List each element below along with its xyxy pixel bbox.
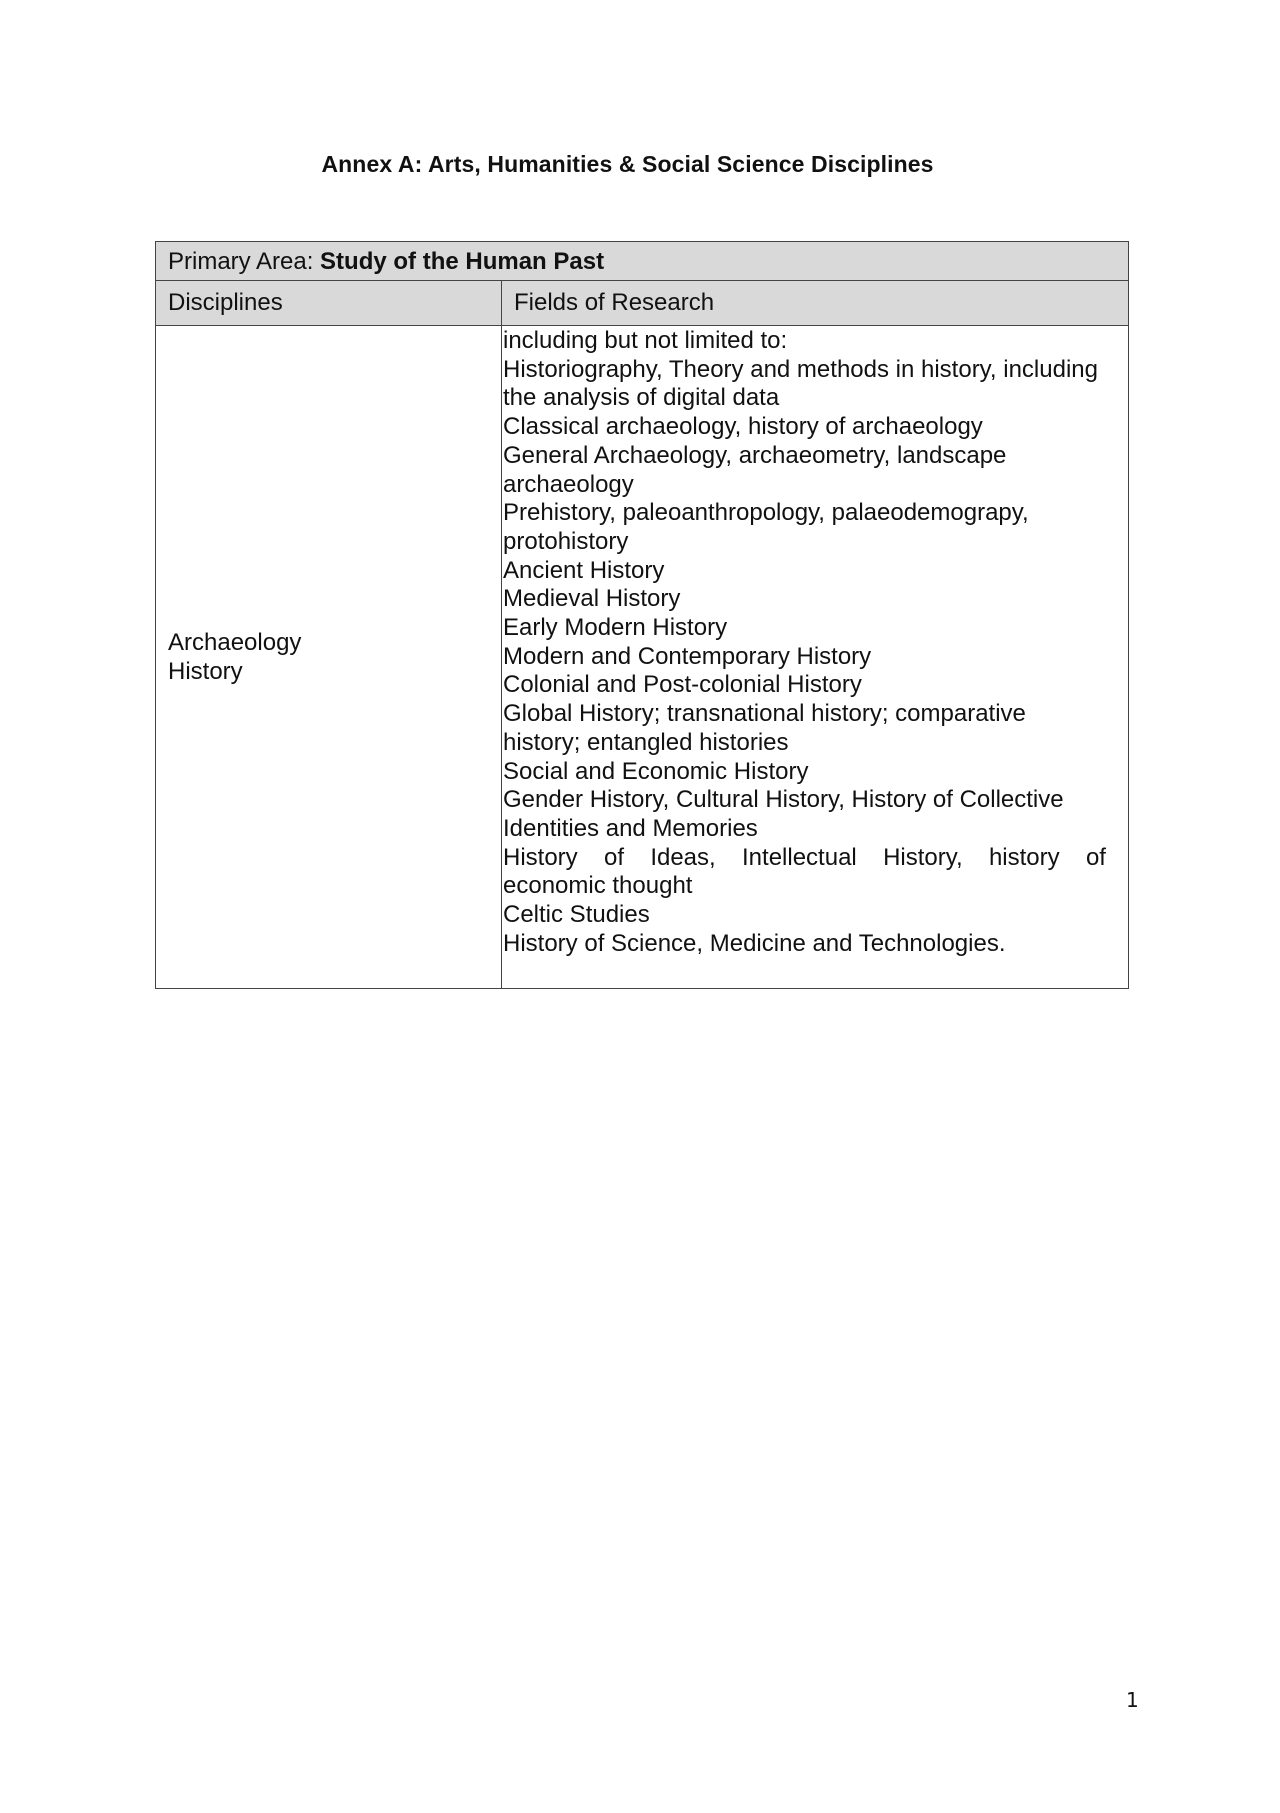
justified-word: History, [883, 843, 963, 871]
field-line: history; entangled histories [503, 728, 789, 756]
fields-header: Fields of Research [502, 281, 1129, 326]
content-row [156, 326, 1129, 989]
field-line: Historiography, Theory and methods in history, including [503, 355, 1098, 383]
field-line: economic thought [503, 872, 693, 900]
field-line: Celtic Studies [503, 901, 650, 929]
justified-word: of [1085, 843, 1106, 871]
field-line-justified [503, 844, 1106, 873]
justified-word: of [603, 843, 624, 871]
field-line: including but not limited to: [503, 327, 788, 354]
field-line: Identities and Memories [503, 814, 758, 842]
justified-word: Ideas, [650, 843, 716, 871]
field-line: Social and Economic History [503, 757, 809, 785]
field-line: Gender History, Cultural History, History of Collective [503, 786, 1064, 814]
field-line: Medieval History [503, 585, 681, 613]
discipline-item: Archaeology [168, 629, 302, 657]
field-line: Ancient History [503, 556, 665, 584]
field-line: the analysis of digital data [503, 384, 780, 412]
field-line: Prehistory, paleoanthropology, palaeodemograpy, [503, 499, 1029, 527]
page-title: Annex A: Arts, Humanities & Social Science Disciplines [321, 151, 934, 177]
primary-area-cell [156, 242, 1129, 281]
field-line: Colonial and Post-colonial History [503, 671, 862, 699]
field-line: Classical archaeology, history of archaeology [503, 413, 983, 441]
discipline-item: History [168, 658, 243, 686]
field-line: protohistory [503, 527, 629, 555]
header-row [156, 281, 1129, 326]
field-line: Early Modern History [503, 614, 728, 642]
disciplines-header: Disciplines [156, 281, 502, 326]
field-line: History of Science, Medicine and Technologies. [503, 929, 1006, 957]
field-line: archaeology [503, 470, 634, 498]
justified-word: history [988, 843, 1060, 871]
primary-area-label: Primary Area: [168, 248, 321, 275]
justified-word: Intellectual [742, 843, 857, 871]
page-number: 1 [1126, 1688, 1139, 1712]
field-line: Modern and Contemporary History [503, 642, 872, 670]
justified-word: History [503, 843, 578, 871]
fields-cell [502, 326, 1129, 989]
field-line: General Archaeology, archaeometry, landscape [503, 441, 1007, 469]
primary-area-row [156, 242, 1129, 281]
disciplines-cell [156, 326, 502, 989]
disciplines-table [155, 241, 1129, 989]
field-line: Global History; transnational history; comparative [503, 700, 1026, 728]
primary-area-value: Study of the Human Past [320, 248, 605, 275]
